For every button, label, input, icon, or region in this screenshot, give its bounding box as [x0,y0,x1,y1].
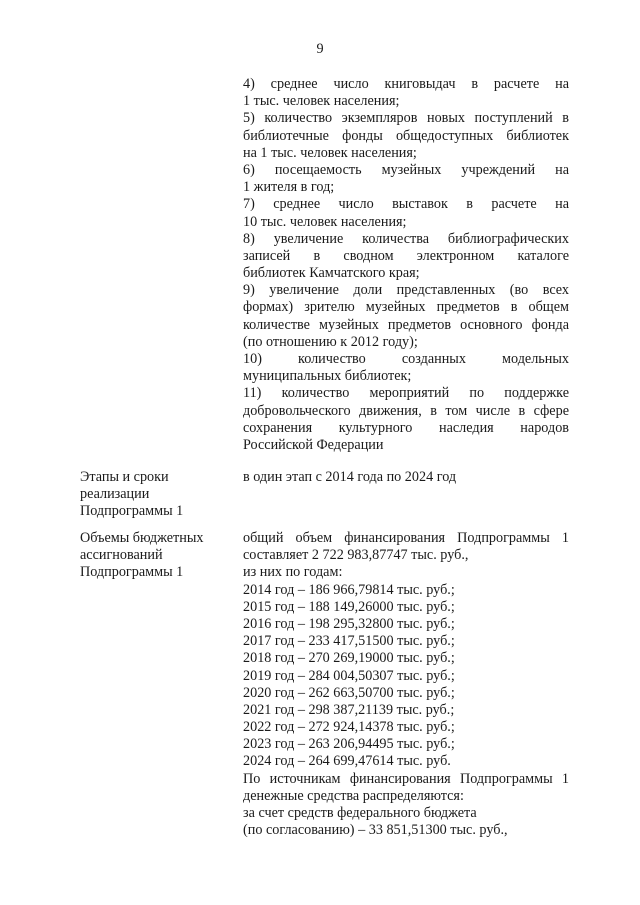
budget-label-line: ассигнований [80,547,163,564]
stages-label-line: Подпрограммы 1 [80,503,184,520]
budget-line: (по согласованию) – 33 851,51300 тыс. руб., [243,822,508,839]
budget-line: 2020 год – 262 663,50700 тыс. руб.; [243,684,455,701]
indicator-line: 8) увеличение количества библиографических [243,230,569,247]
budget-line: 2018 год – 270 269,19000 тыс. руб.; [243,650,455,667]
budget-line: По источникам финансирования Подпрограммы 1 [243,770,569,787]
indicator-line: библиотечные фонды общедоступных библиотек [243,127,569,144]
indicator-line: количестве музейных предметов основного фонда [243,316,569,333]
budget-details [243,530,569,839]
indicator-line: 4) среднее число книговыдач в расчете на [243,76,569,92]
budget-label-line: Объемы бюджетных [80,530,204,546]
budget-line: 2014 год – 186 966,79814 тыс. руб.; [243,581,455,598]
indicator-line: Российской Федерации [243,436,384,453]
budget-line: за счет средств федерального бюджета [243,805,477,821]
budget-line: общий объем финансирования Подпрограммы 1 [243,530,569,546]
indicator-line: 6) посещаемость музейных учреждений на [243,161,569,178]
indicator-line: 10 тыс. человек населения; [243,213,407,230]
indicator-line: записей в сводном электронном каталоге [243,247,569,264]
budget-line: 2015 год – 188 149,26000 тыс. руб.; [243,598,455,615]
indicator-line: формах) зрителю музейных предметов в общем [243,299,569,316]
budget-line: 2021 год – 298 387,21139 тыс. руб.; [243,701,455,718]
indicator-line: 7) среднее число выставок в расчете на [243,196,569,213]
budget-line: 2016 год – 198 295,32800 тыс. руб.; [243,615,455,632]
budget-line: из них по годам: [243,564,343,581]
indicator-line: на 1 тыс. человек населения; [243,144,417,161]
stages-value [243,469,569,486]
stages-value-line: в один этап с 2014 года по 2024 год [243,469,457,485]
indicator-line: (по отношению к 2012 году); [243,333,418,350]
budget-line: 2023 год – 263 206,94495 тыс. руб.; [243,736,455,753]
indicator-line: 9) увеличение доли представленных (во всех [243,282,569,299]
stages-label-line: Этапы и сроки [80,469,169,485]
budget-line: денежные средства распределяются: [243,787,464,804]
page-number: 9 [316,41,324,57]
stages-label-line: реализации [80,486,150,503]
indicator-line: 10) количество созданных модельных [243,351,569,367]
budget-label-line: Подпрограммы 1 [80,564,184,581]
budget-line: 2019 год – 284 004,50307 тыс. руб.; [243,667,455,684]
stages-label [80,469,230,521]
budget-label [80,530,230,582]
budget-line: 2024 год – 264 699,47614 тыс. руб. [243,753,451,770]
indicator-line: 5) количество экземпляров новых поступлений в [243,110,569,127]
indicator-line: 11) количество мероприятий по поддержке [243,385,569,402]
indicator-line: библиотек Камчатского края; [243,265,420,282]
indicator-line: 1 жителя в год; [243,179,335,196]
indicator-line: сохранения культурного наследия народов [243,419,569,436]
indicator-line: добровольческого движения, в том числе в сфере [243,402,569,419]
budget-line: составляет 2 722 983,87747 тыс. руб., [243,547,469,564]
budget-line: 2022 год – 272 924,14378 тыс. руб.; [243,719,455,736]
indicator-line: муниципальных библиотек; [243,368,412,385]
indicators-list [243,76,569,454]
indicator-line: 1 тыс. человек населения; [243,93,400,110]
budget-line: 2017 год – 233 417,51500 тыс. руб.; [243,633,455,650]
